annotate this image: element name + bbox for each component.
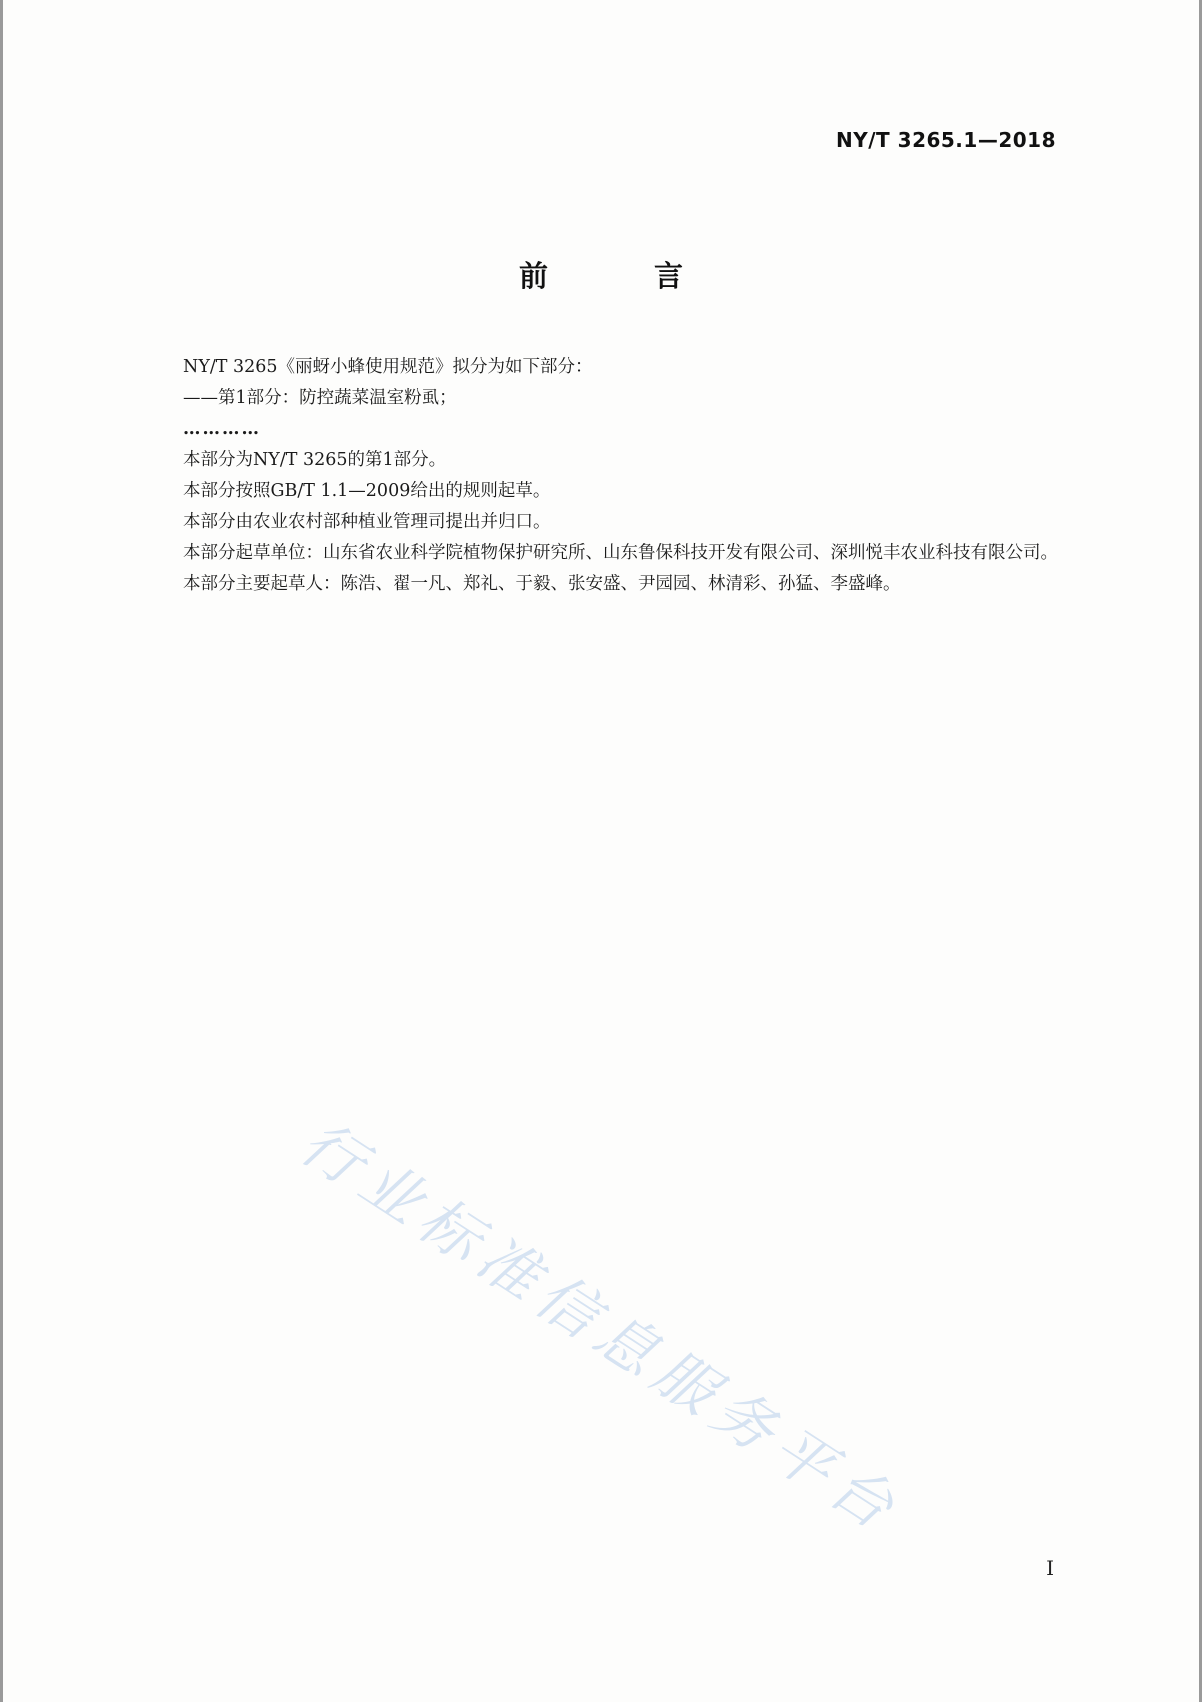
- paragraph-drafting-units: 本部分起草单位：山东省农业科学院植物保护研究所、山东鲁保科技开发有限公司、深圳悦丰农业科技有限公司。: [183, 543, 1058, 563]
- paragraph-parts-intro: NY/T 3265《丽蚜小蜂使用规范》拟分为如下部分：: [183, 357, 593, 377]
- paragraph-this-part: 本部分为NY/T 3265的第1部分。: [183, 450, 447, 470]
- page-title: 前 言: [518, 259, 732, 293]
- standard-code: NY/T 3265.1—2018: [836, 128, 1056, 152]
- paragraph-drafting-rules: 本部分按照GB/T 1.1—2009给出的规则起草。: [183, 481, 551, 501]
- page-number: I: [1046, 1556, 1054, 1580]
- ellipsis-line: …………: [183, 419, 261, 439]
- paragraph-part-1: ——第1部分：防控蔬菜温室粉虱；: [183, 388, 457, 408]
- foreword-body: [145, 352, 1060, 600]
- paragraph-drafters: 本部分主要起草人：陈浩、翟一凡、郑礼、于毅、张安盛、尹园园、林清彩、孙猛、李盛峰。: [183, 574, 901, 594]
- paragraph-proposer: 本部分由农业农村部种植业管理司提出并归口。: [183, 512, 551, 532]
- watermark: 行业标准信息服务平台: [288, 1107, 914, 1548]
